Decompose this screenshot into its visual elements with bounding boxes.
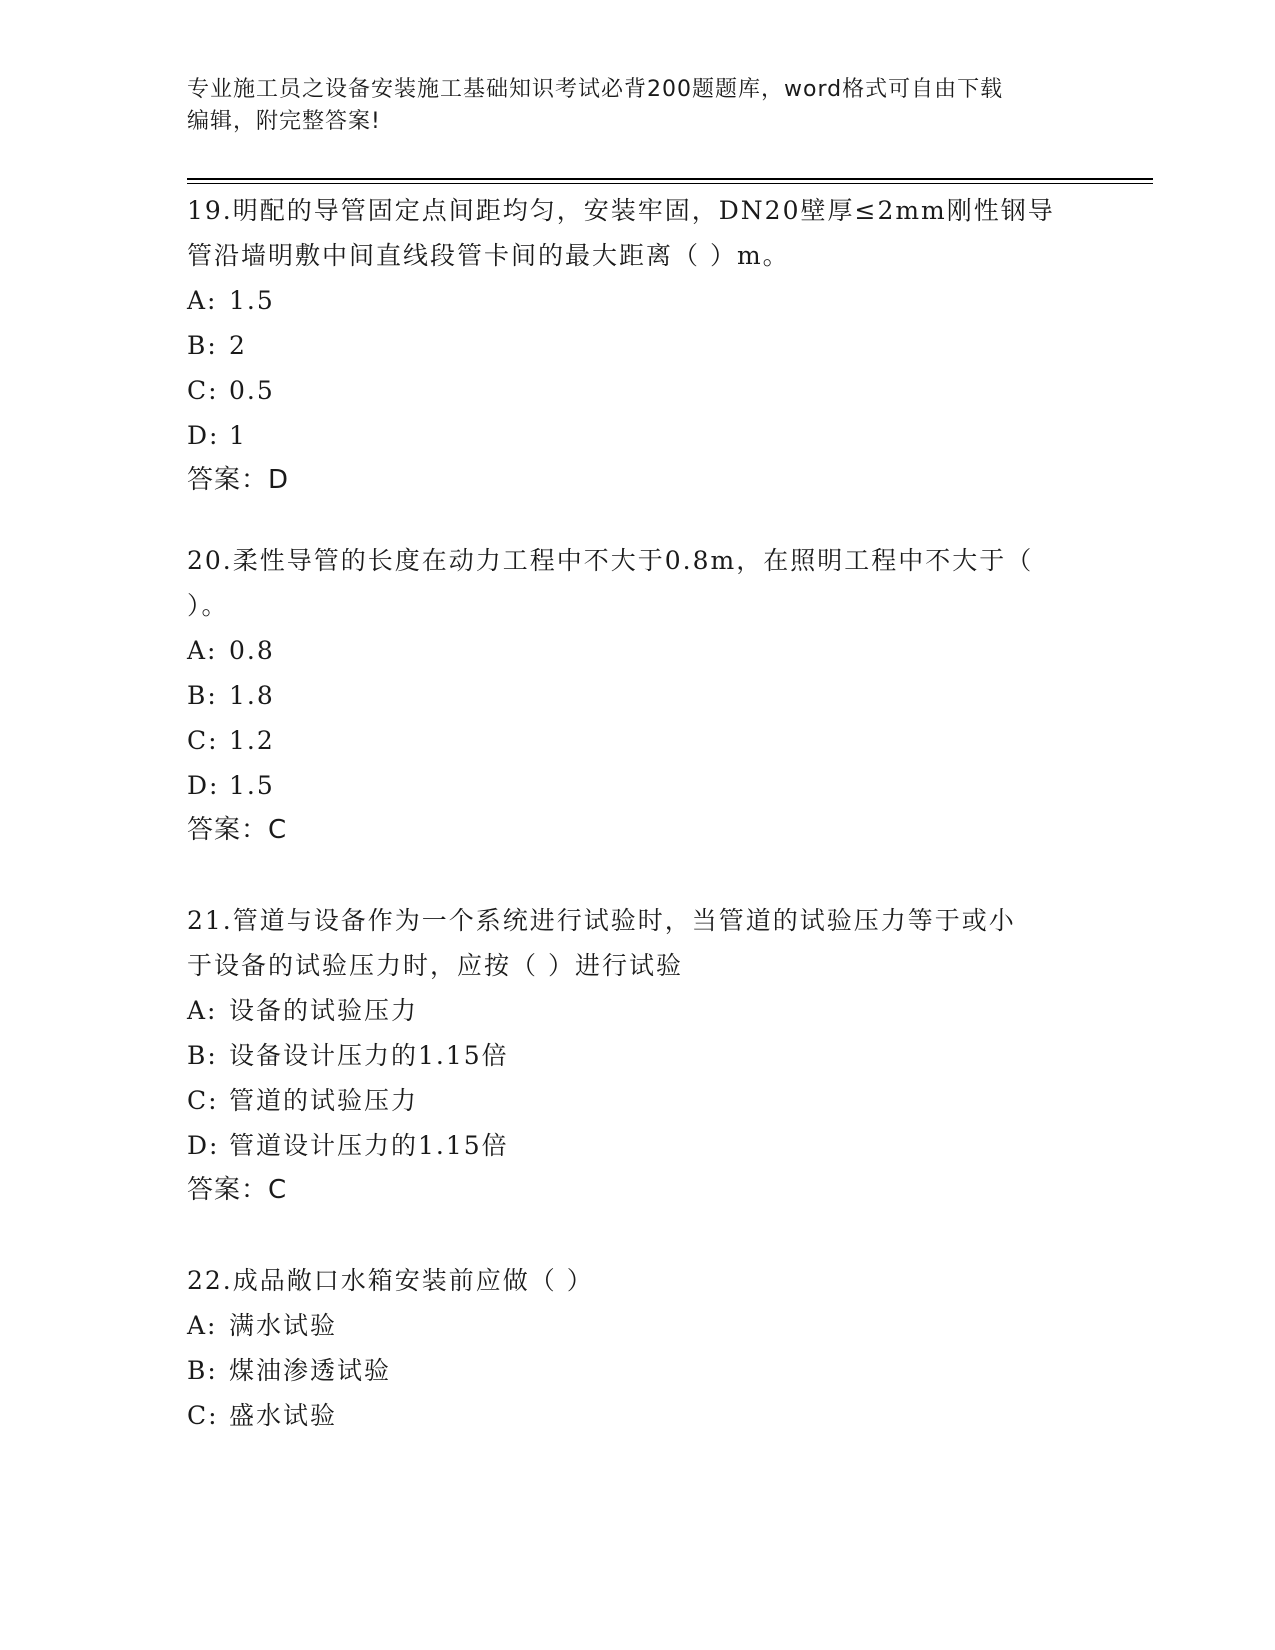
option-letter: C:: [187, 376, 219, 405]
option-a: [187, 988, 1087, 1033]
option-letter: A:: [187, 286, 218, 315]
option-d: [187, 763, 1087, 808]
question-22: [187, 1258, 1087, 1438]
option-text: 1.5: [229, 286, 275, 315]
option-letter: B:: [187, 681, 218, 710]
question-stem-line: ）。: [187, 591, 229, 620]
option-letter: A:: [187, 1311, 218, 1340]
question-stem-line: 22.成品敞口水箱安装前应做（ ）: [187, 1266, 594, 1295]
question-stem-line: 20.柔性导管的长度在动力工程中不大于0.8m，在照明工程中不大于（: [187, 546, 1034, 575]
option-text: 0.8: [229, 636, 275, 665]
option-a: [187, 278, 1087, 323]
option-text: 管道设计压力的1.15倍: [229, 1131, 509, 1160]
option-text: 满水试验: [229, 1311, 338, 1340]
option-letter: C:: [187, 1401, 219, 1430]
option-b: [187, 323, 1087, 368]
header-line-2: 编辑，附完整答案!: [187, 109, 381, 134]
option-text: 设备设计压力的1.15倍: [229, 1041, 509, 1070]
option-c: [187, 718, 1087, 763]
option-letter: A:: [187, 996, 218, 1025]
option-c: [187, 368, 1087, 413]
option-letter: C:: [187, 1086, 219, 1115]
option-d: [187, 413, 1087, 458]
option-text: 2: [229, 331, 247, 360]
option-letter: D:: [187, 1131, 220, 1160]
option-a: [187, 1303, 1087, 1348]
option-letter: B:: [187, 1356, 218, 1385]
option-c: [187, 1393, 1087, 1438]
option-b: [187, 673, 1087, 718]
question-19: [187, 188, 1087, 503]
header-divider-thick: [187, 178, 1153, 180]
question-stem-line: 于设备的试验压力时，应按（ ）进行试验: [187, 951, 683, 980]
option-b: [187, 1033, 1087, 1078]
question-stem-line: 管沿墙明敷中间直线段管卡间的最大距离（ ）m。: [187, 241, 790, 270]
option-letter: B:: [187, 331, 218, 360]
option-letter: D:: [187, 771, 220, 800]
option-c: [187, 1078, 1087, 1123]
option-a: [187, 628, 1087, 673]
option-d: [187, 1123, 1087, 1168]
answer-line: 答案：C: [187, 815, 288, 845]
question-stem-line: 21.管道与设备作为一个系统进行试验时，当管道的试验压力等于或小: [187, 906, 1016, 935]
option-letter: B:: [187, 1041, 218, 1070]
option-text: 1.2: [229, 726, 275, 755]
option-text: 设备的试验压力: [229, 996, 419, 1025]
document-header: [187, 74, 1067, 138]
header-line-1: 专业施工员之设备安装施工基础知识考试必背200题题库，word格式可自由下载: [187, 77, 1004, 102]
header-divider-thin: [187, 183, 1153, 184]
question-stem-line: 19.明配的导管固定点间距均匀，安装牢固，DN20壁厚≤2mm刚性钢导: [187, 196, 1055, 225]
question-20: [187, 538, 1087, 853]
question-21: [187, 898, 1087, 1213]
option-text: 1: [229, 421, 247, 450]
option-text: 1.5: [229, 771, 275, 800]
option-letter: C:: [187, 726, 219, 755]
option-letter: D:: [187, 421, 220, 450]
option-b: [187, 1348, 1087, 1393]
option-text: 管道的试验压力: [229, 1086, 419, 1115]
option-letter: A:: [187, 636, 218, 665]
answer-line: 答案：D: [187, 465, 290, 495]
option-text: 煤油渗透试验: [229, 1356, 392, 1385]
option-text: 盛水试验: [229, 1401, 338, 1430]
answer-line: 答案：C: [187, 1175, 288, 1205]
option-text: 1.8: [229, 681, 275, 710]
option-text: 0.5: [229, 376, 275, 405]
